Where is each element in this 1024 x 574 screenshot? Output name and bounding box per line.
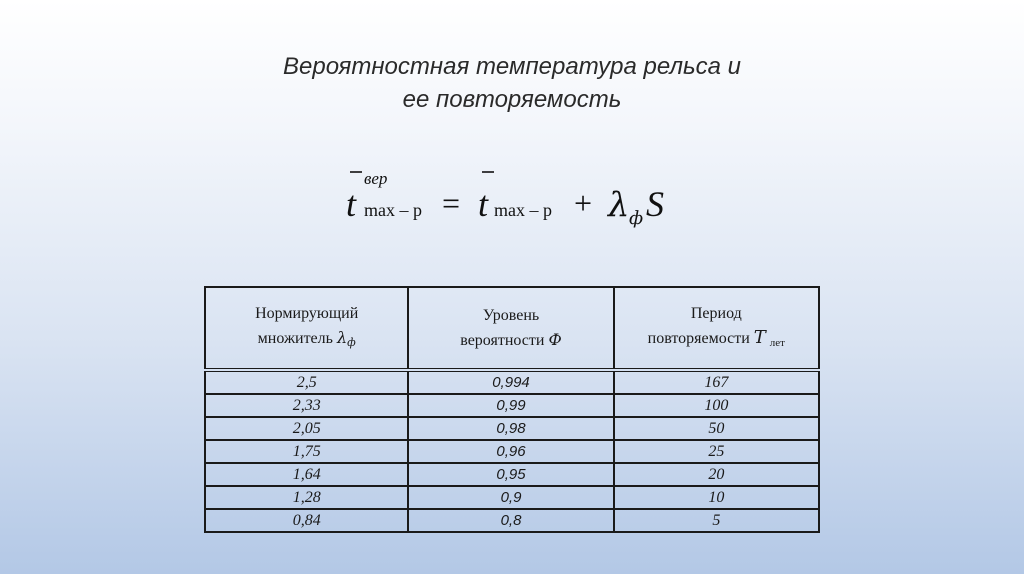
formula [344,162,704,232]
slide-title-line-2: ее повторяемость [402,86,622,113]
header-2-line-1: Уровень [482,306,540,324]
table-cell-lambda: 2,5 [205,370,408,394]
header-probability-level [408,287,613,370]
table-cell-probability: 0,95 [408,463,613,486]
table-cell-period: 5 [614,509,819,532]
s-variable: S [646,184,664,224]
header-2-line-2 [409,328,612,353]
table-row [205,394,819,417]
table-cell-probability: 0,98 [408,417,613,440]
table-cell-period: 100 [614,394,819,417]
table-row [205,509,819,532]
phi-symbol-header: Ф [548,329,562,349]
header-1-line-2 [206,326,407,355]
lhs-subscript: max – p [364,200,422,220]
rhs-subscript: max – p [494,200,552,220]
lhs-variable: t [346,184,357,224]
table-row [205,486,819,509]
table-cell-probability: 0,99 [408,394,613,417]
table-cell-lambda: 1,28 [205,486,408,509]
data-table [204,286,820,533]
header-3-line-2 [615,326,818,355]
table-cell-lambda: 2,05 [205,417,408,440]
slide-title [0,50,1024,116]
header-1-line-1: Нормирующий [255,304,359,322]
table-cell-period: 20 [614,463,819,486]
formula-graphic [344,162,704,232]
table-cell-lambda: 1,75 [205,440,408,463]
header-3-line-1: Период [690,304,742,322]
table-cell-period: 167 [614,370,819,394]
table-cell-period: 10 [614,486,819,509]
lambda-sub-header: ф [347,335,356,349]
equals-sign: = [442,185,461,221]
header-1-text: множитель [257,329,333,347]
table-header-row [205,287,819,370]
table-cell-probability: 0,8 [408,509,613,532]
lambda-subscript: ф [629,208,644,229]
table-cell-lambda: 2,33 [205,394,408,417]
slide-title-line-1: Вероятностная температура рельса и [283,53,741,80]
header-normalizing-multiplier [205,287,408,370]
table-cell-probability: 0,9 [408,486,613,509]
lambda-symbol-header: λ [336,327,348,347]
header-recurrence-period [614,287,819,370]
table-cell-lambda: 0,84 [205,509,408,532]
header-2-text: вероятности [460,331,545,349]
table-row [205,417,819,440]
t-symbol-header: T [753,326,766,348]
table-row [205,463,819,486]
table-row [205,440,819,463]
table-cell-probability: 0,994 [408,370,613,394]
table-cell-lambda: 1,64 [205,463,408,486]
t-sub-header: лет [769,336,785,349]
table-cell-period: 50 [614,417,819,440]
table-cell-probability: 0,96 [408,440,613,463]
table-row [205,370,819,394]
header-3-text: повторяемости [647,329,750,347]
lhs-superscript: вер [364,169,388,188]
plus-sign: + [574,185,593,221]
rhs-variable: t [478,184,489,224]
table-cell-period: 25 [614,440,819,463]
lambda-symbol: λ [608,185,630,225]
probability-table [204,286,820,532]
